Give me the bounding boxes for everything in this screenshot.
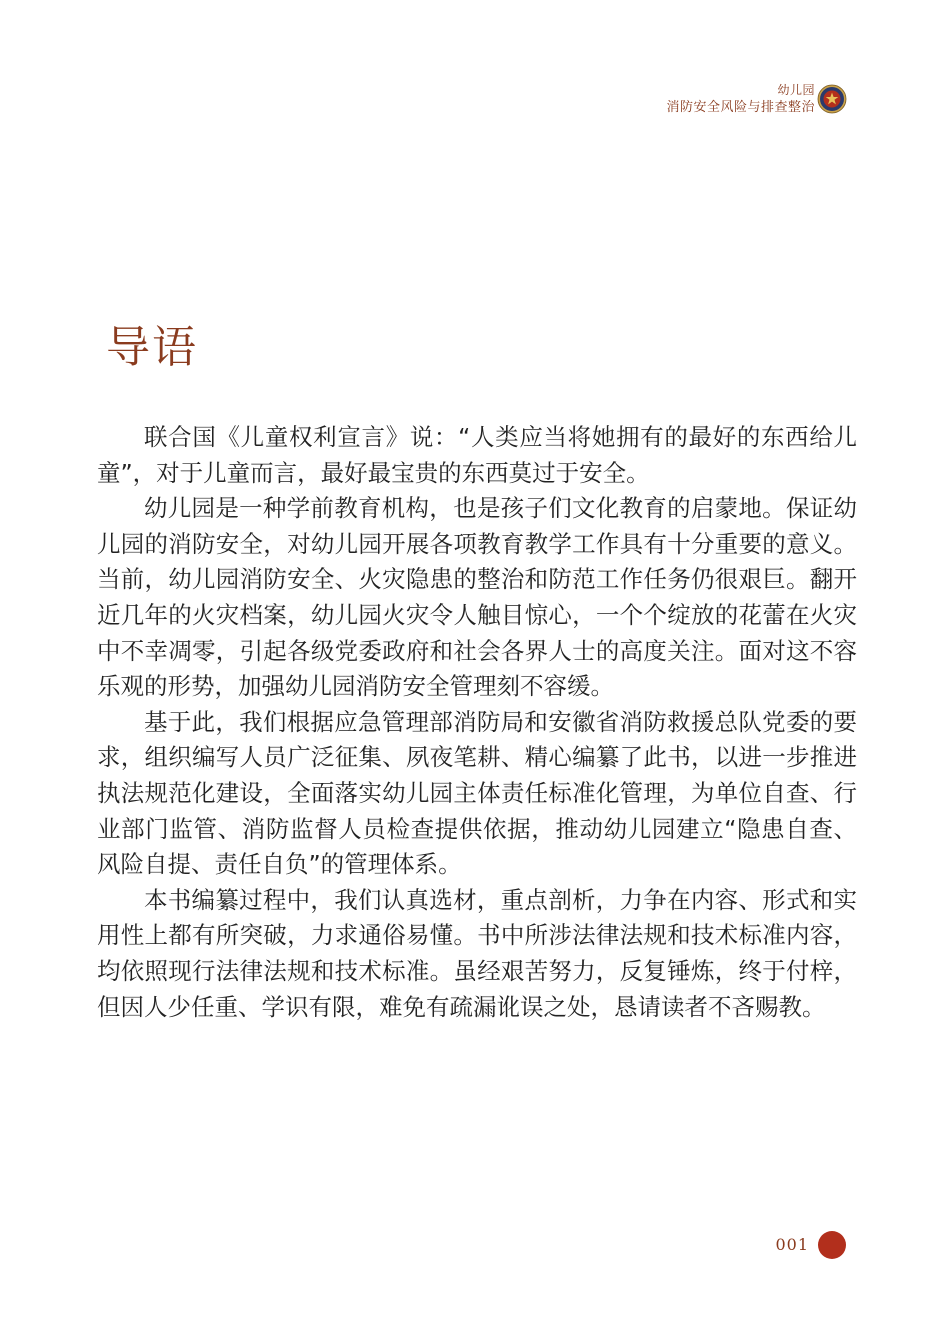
paragraph: 基于此，我们根据应急管理部消防局和安徽省消防救援总队党委的要求，组织编写人员广泛征集、夙夜笔耕、精心编纂了此书，以进一步推进执法规范化建设，全面落实幼儿园主体责任标准化管理，为单位自查、行业部门监管、消防监督人员检查提供依据，推动幼儿园建立“隐患自查、风险自提、责任自负”的管理体系。 (97, 707, 857, 879)
fire-rescue-emblem-icon (817, 84, 847, 114)
body-text (97, 420, 857, 1025)
paragraph: 本书编纂过程中，我们认真选材，重点剖析，力争在内容、形式和实用性上都有所突破，力求通俗易懂。书中所涉法律法规和技术标准内容，均依照现行法律法规和技术标准。虽经艰苦努力，反复锤炼，终于付梓，但因人少任重、学识有限，难免有疏漏讹误之处，恳请读者不吝赐教。 (97, 885, 857, 1021)
running-header-line2: 消防安全风险与排查整治 (666, 100, 815, 115)
running-header-line1: 幼儿园 (777, 83, 815, 97)
page-number-dot (818, 1231, 846, 1259)
paragraph: 幼儿园是一种学前教育机构，也是孩子们文化教育的启蒙地。保证幼儿园的消防安全，对幼儿园开展各项教育教学工作具有十分重要的意义。当前，幼儿园消防安全、火灾隐患的整治和防范工作任务仍很艰巨。翻开近几年的火灾档案，幼儿园火灾令人触目惊心，一个个绽放的花蕾在火灾中不幸凋零，引起各级党委政府和社会各界人士的高度关注。面对这不容乐观的形势，加强幼儿园消防安全管理刻不容缓。 (97, 494, 857, 701)
page-number: 001 (775, 1235, 809, 1254)
chapter-title: 导语 (106, 322, 198, 373)
paragraph: 联合国《儿童权利宣言》说：“人类应当将她拥有的最好的东西给儿童”，对于儿童而言，最好最宝贵的东西莫过于安全。 (97, 423, 857, 487)
running-header (666, 82, 815, 116)
